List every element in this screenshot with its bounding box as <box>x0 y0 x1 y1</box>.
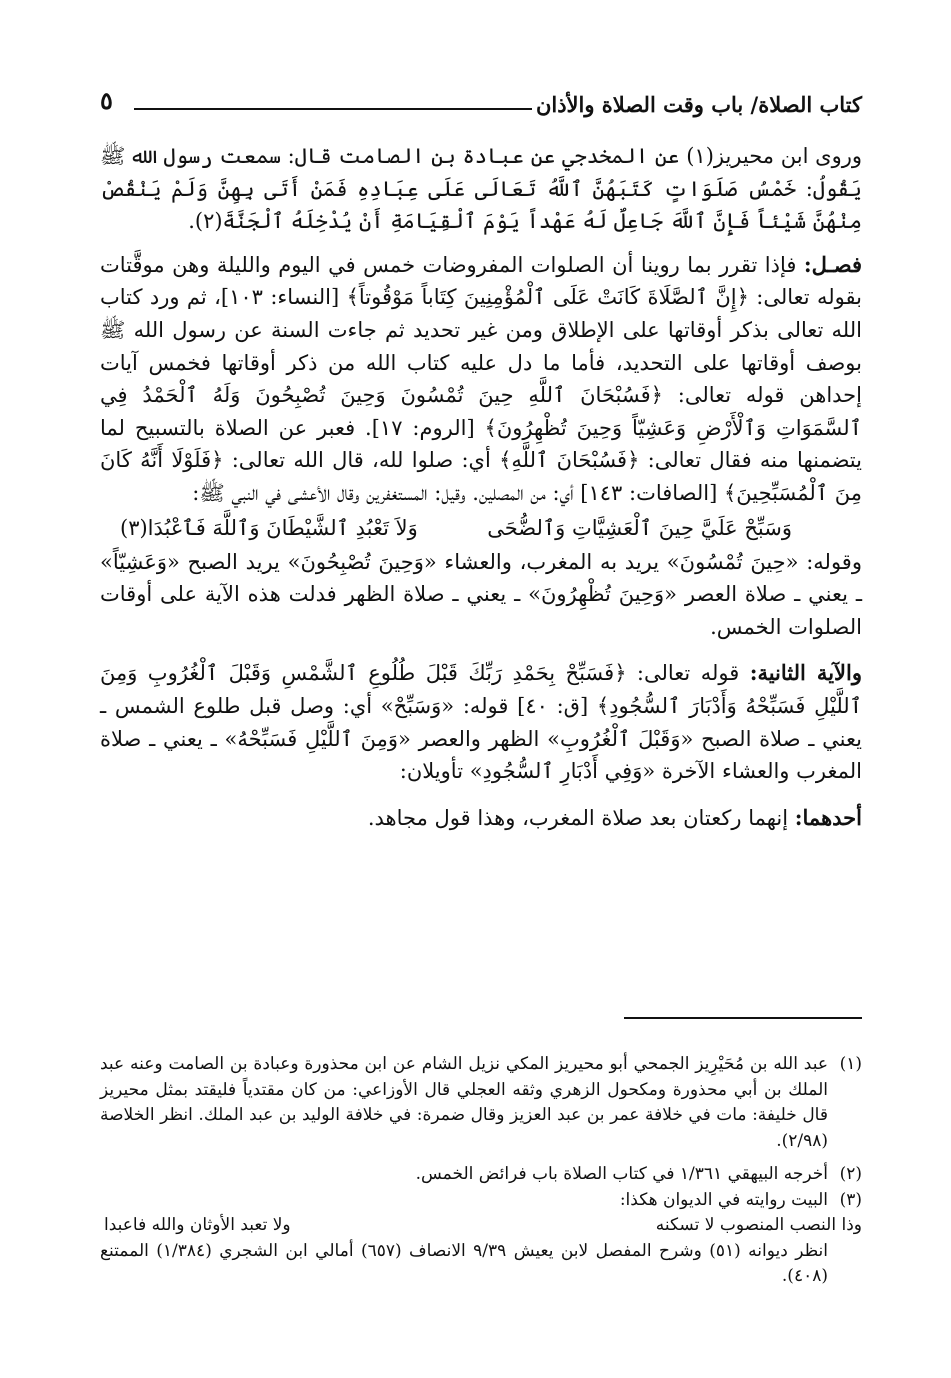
poetry-verse <box>100 510 862 546</box>
paragraph-second-verse <box>100 657 862 787</box>
footnote-separator <box>624 1017 862 1019</box>
chapter-title: كتاب الصلاة/ باب وقت الصلاة والأذان <box>535 92 862 117</box>
paragraph-fasl <box>100 249 862 510</box>
section-label-fasl: فصـل: <box>803 251 862 277</box>
section-label-first: أحدهما: <box>794 804 862 830</box>
header-rule <box>134 108 532 110</box>
footnotes <box>100 1052 862 1290</box>
footnote-verse <box>100 1213 862 1239</box>
paragraph-first-interpretation <box>100 802 862 835</box>
footnote-3-references: انظر ديوانه (٥١) وشرح المفصل لابن يعيش ٩/٣٩ الانصاف (٦٥٧) أمالي ابن الشجري (١/٣٨٤) الممتنع (٤٠٨). <box>100 1240 828 1286</box>
footnote-1 <box>100 1052 862 1154</box>
footnote-number: (٣) <box>839 1189 862 1210</box>
footnote-2 <box>100 1162 862 1188</box>
page-number: ٥ <box>100 86 113 115</box>
footnote-verse-first: وذا النصب المنصوب لا تسكنه <box>655 1215 862 1235</box>
verse-second-hemistich: وَلاَ تَعْبُدِ ٱلشَّيْطَانَ وَٱللَّهَ فَٱعْبُدَا(٣) <box>120 515 418 540</box>
footnote-number: (١) <box>839 1054 862 1074</box>
paragraph-hadith: وروى ابن محيريز(١) عن المخدجي عن عبادة بن الصامت قال: سمعت رسول الله ﷺ يَقُولُ: خَمْسُ صَلَوَاتٍ كَتَبَهُنَّ ٱللَّهُ تَعَالَى عَلَى عِبَادِهِ فَمَنْ أَتَى بِهِنَّ وَلَمْ يَنْقُصْ مِنْهُنَّ شَيْئاً فَإِنَّ ٱللَّهَ جَاعِلٌ لَهُ عَهْداً يَوْمَ ٱلْقِيَامَةِ أَنْ يُدْخِلَهُ ٱلْجَنَّةَ(٢). <box>100 144 862 234</box>
running-header <box>100 88 862 128</box>
paragraph-explanation: وقوله: «حِينَ تُمْسُونَ» يريد به المغرب، والعشاء «وَحِينَ تُصْبِحُونَ» يريد الصبح «وَعَشِيّاً» ـ يعني ـ صلاة العصر «وَحِينَ تُظْهِرُونَ» ـ يعني ـ صلاة الظهر فدلت هذه الآية على أوقات الصلوات الخمس. <box>100 549 862 639</box>
section-label-second-verse: والآية الثانية: <box>749 660 862 686</box>
verse-first-hemistich: وَسَبِّحْ عَلَيَّ حِينَ ٱلْعَشِيَّاتِ وَٱلضُّحَى <box>487 515 792 540</box>
footnote-number: (٢) <box>839 1164 862 1184</box>
main-text <box>100 140 862 834</box>
footnote-verse-second: ولا تعبد الأوثان والله فاعبدا <box>104 1215 291 1235</box>
paragraph-second-verse-text: قوله تعالى: ﴿فَسَبِّحْ بِحَمْدِ رَبِّكَ قَبْلَ طُلُوعِ ٱلشَّمْسِ وَقَبْلَ ٱلْغُرُوبِ وَمِنَ ٱللَّيْلِ فَسَبِّحْهُ وَأَدْبَارَ ٱلسُّجُودِ﴾ [ق: ٤٠] قوله: «وَسَبِّحْ» أي: وصل قبل طلوع الشمس ـ يعني ـ صلاة الصبح «وَقَبْلَ ٱلْغُرُوبِ» الظهر والعصر «وَمِنَ ٱللَّيْلِ فَسَبِّحْهُ» ـ يعني ـ صلاة المغرب والعشاء الآخرة «وَفِي أَدْبَارِ ٱلسُّجُودِ» تأويلان: <box>100 661 863 784</box>
footnote-text: عبد الله بن مُحَيْرِيز الجمحي أبو محيريز المكي نزيل الشام عن ابن محذورة وعبادة بن الصامت وعنه عبد الملك بن أبي محذورة ومكحول الزهري وثقه العجلي قال الأوزاعي: من كان مقتدياً فليقتد بمثل محيريز قال خليفة: مات في خلافة عمر بن عبد العزيز وقال ضمرة: في خلافة الوليد بن عبد الملك. انظر الخلاصة (٢/٩٨). <box>100 1054 828 1151</box>
footnote-text: أخرجه البيهقي ١/٣٦١ في كتاب الصلاة باب فرائض الخمس. <box>415 1164 828 1184</box>
paragraph-first-interpretation-text: إنهما ركعتان بعد صلاة المغرب، وهذا قول مجاهد. <box>367 805 789 830</box>
footnote-3 <box>100 1188 862 1214</box>
paragraph-fasl-text: فإذا تقرر بما روينا أن الصلوات المفروضات خمس في اليوم والليلة وهن موقَّتات بقوله تعالى: ﴿إِنَّ ٱلصَّلَاةَ كَانَتْ عَلَى ٱلْمُؤْمِنِينَ كِتَاباً مَوْقُوتاً﴾ [النساء: ١٠٣]، ثم ورد كتاب الله تعالى بذكر أوقاتها على الإطلاق ومن غير تحديد ثم جاءت السنة عن رسول الله ﷺ بوصف أوقاتها على التحديد، فأما ما دل عليه كتاب الله من ذكر أوقاتها فخمس آيات إحداهن قوله تعالى: ﴿فَسُبْحَانَ ٱللَّهِ حِينَ تُمْسُونَ وَحِينَ تُصْبِحُونَ وَلَهُ ٱلْحَمْدُ فِي ٱلسَّمَوَاتِ وَٱلْأَرْضِ وَعَشِيّاً وَحِينَ تُظْهِرُونَ﴾ [الروم: ١٧]. فعبر عن الصلاة بالتسبيح لما يتضمنها منه فقال تعالى: ﴿فَسُبْحَانَ ٱللَّهِ﴾ أي: صلوا لله، قال الله تعالى: ﴿فَلَوْلَا أَنَّهُ كَانَ مِنَ ٱلْمُسَبِّحِينَ﴾ [الصافات: ١٤٣] أي: من المصلين. وقيل: المستغفرين وقال الأعشى في النبي ﷺ: <box>100 252 862 505</box>
footnote-text: البيت روايته في الديوان هكذا: <box>619 1189 828 1210</box>
